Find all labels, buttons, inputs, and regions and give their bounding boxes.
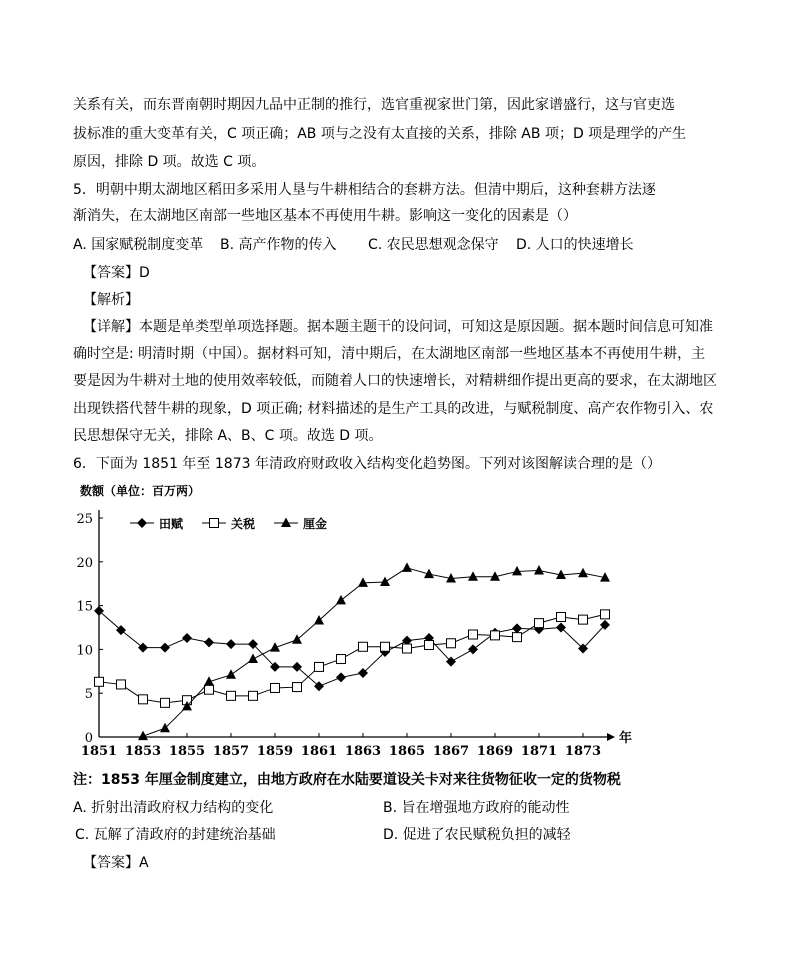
data-point-triangle [534, 565, 544, 575]
data-point-diamond [204, 637, 214, 647]
q6-option-c: C. 瓦解了清政府的封建统治基础 [75, 827, 276, 843]
data-point-triangle [578, 568, 588, 578]
series-line-diamond [99, 611, 605, 686]
series-line-triangle [143, 568, 605, 736]
data-point-square [469, 630, 478, 639]
chart-axes [76, 510, 632, 759]
q5-stem-line-1: 5．明朝中期太湖地区稻田多采用人垦与牛耕相结合的套耕方法。但清中期后，这种套耕方法逐 [73, 182, 656, 198]
intro-line-2: 拔标准的重大变革有关，C 项正确；AB 项与之没有太直接的关系，排除 AB 项；D 项是理学的产生 [73, 126, 687, 142]
data-point-square [205, 685, 214, 694]
q6-option-b: B. 旨在增强地方政府的能动性 [383, 800, 570, 816]
data-point-triangle [380, 576, 390, 586]
data-point-square [381, 642, 390, 651]
data-point-square [579, 615, 588, 624]
q6-option-d: D. 促进了农民赋税负担的减轻 [383, 827, 571, 843]
data-point-square [557, 612, 566, 621]
x-tick-label: 1861 [300, 744, 338, 759]
q5-option-d: D. 人口的快速增长 [516, 237, 634, 253]
q5-option-b: B. 高产作物的传入 [220, 237, 337, 253]
legend-label: 厘金 [303, 517, 328, 531]
data-point-square [491, 631, 500, 640]
x-axis-label: 年 [619, 731, 633, 746]
data-point-diamond [468, 644, 478, 654]
legend-label: 关税 [231, 517, 256, 531]
data-point-triangle [248, 654, 258, 664]
data-point-triangle [402, 562, 412, 572]
y-tick-label: 10 [76, 643, 93, 659]
x-tick-label: 1871 [520, 744, 558, 759]
y-tick-label: 5 [84, 687, 93, 703]
data-point-diamond [138, 643, 148, 653]
data-point-triangle [358, 577, 368, 587]
data-point-square [161, 698, 170, 707]
x-tick-label: 1873 [564, 744, 602, 759]
data-point-triangle [468, 571, 478, 581]
y-tick-label: 0 [84, 731, 93, 746]
data-point-square [337, 655, 346, 664]
chart-ylabel: 数额（单位：百万两） [80, 484, 201, 498]
x-tick-label: 1853 [124, 744, 162, 759]
q5-analysis-label: 【解析】 [83, 292, 139, 308]
chart-legend [130, 516, 327, 531]
data-point-square [249, 691, 258, 700]
x-tick-label: 1857 [212, 744, 250, 759]
revenue-line-chart [70, 478, 633, 768]
legend-marker [281, 518, 291, 528]
data-point-diamond [336, 672, 346, 682]
q5-explanation-3: 要是因为牛耕对土地的使用效率较低，而随着人口的快速增长，对精耕细作提出更高的要求，在太湖地区 [73, 373, 717, 389]
legend-marker [137, 518, 147, 528]
q5-explanation-5: 民思想保守无关，排除 A、B、C 项。故选 D 项。 [73, 428, 383, 444]
q6-note: 注：1853 年厘金制度建立，由地方政府在水陆要道设关卡对来往货物征收一定的货物税 [73, 772, 621, 788]
data-point-square [227, 691, 236, 700]
data-point-square [513, 633, 522, 642]
x-tick-label: 1865 [388, 744, 426, 759]
data-point-diamond [512, 623, 522, 633]
intro-line-3: 原因，排除 D 项。故选 C 项。 [73, 154, 266, 170]
q5-option-c: C. 农民思想观念保守 [368, 237, 499, 253]
data-point-square [403, 644, 412, 653]
y-tick-label: 25 [76, 512, 93, 527]
y-tick-label: 20 [76, 555, 93, 571]
y-tick-label: 15 [76, 599, 93, 615]
x-tick-label: 1859 [256, 744, 294, 759]
x-tick-label: 1867 [432, 744, 470, 759]
data-point-square [95, 677, 104, 686]
q5-stem-line-2: 渐消失，在太湖地区南部一些地区基本不再使用牛耕。影响这一变化的因素是（） [73, 208, 577, 224]
data-point-square [447, 639, 456, 648]
data-point-square [535, 619, 544, 628]
x-tick-label: 1869 [476, 744, 514, 759]
x-tick-label: 1855 [168, 744, 206, 759]
data-point-square [117, 680, 126, 689]
data-point-triangle [314, 615, 324, 625]
data-point-square [293, 683, 302, 692]
x-tick-label: 1851 [80, 744, 118, 759]
data-point-triangle [292, 634, 302, 644]
x-axis-arrow [607, 733, 615, 741]
q5-explanation-2: 确时空是: 明清时期（中国）。据材料可知，清中期后，在太湖地区南部一些地区基本不再使用牛耕，主 [73, 346, 706, 362]
data-point-square [359, 642, 368, 651]
q6-answer: 【答案】A [83, 855, 149, 871]
legend-marker [210, 519, 219, 528]
q6-stem: 6．下面为 1851 年至 1873 年清政府财政收入结构变化趋势图。下列对该图解读合理的是（） [73, 456, 661, 472]
data-point-diamond [182, 633, 192, 643]
data-point-diamond [226, 639, 236, 649]
chart-series [94, 562, 610, 740]
legend-label: 田赋 [159, 517, 184, 531]
data-point-square [601, 610, 610, 619]
x-tick-label: 1863 [344, 744, 382, 759]
series-line-square [99, 614, 605, 702]
q5-answer: 【答案】D [83, 265, 150, 281]
q6-option-a: A. 折射出清政府权力结构的变化 [73, 800, 274, 816]
data-point-square [315, 662, 324, 671]
q5-explanation-4: 出现铁搭代替牛耕的现象，D 项正确; 材料描述的是生产工具的改进，与赋税制度、高产农作物引入、农 [73, 401, 714, 417]
data-point-triangle [336, 595, 346, 605]
data-point-triangle [226, 669, 236, 679]
data-point-square [271, 683, 280, 692]
data-point-diamond [160, 643, 170, 653]
q5-option-a: A. 国家赋税制度变革 [73, 237, 204, 253]
q5-explanation-1: 【详解】本题是单类型单项选择题。据本题主题干的设问词，可知这是原因题。据本题时间信息可知准 [83, 319, 713, 335]
data-point-triangle [512, 566, 522, 576]
intro-line-1: 关系有关，而东晋南朝时期因九品中正制的推行，选官重视家世门第，因此家谱盛行，这与官吏选 [73, 97, 675, 113]
data-point-square [425, 641, 434, 650]
data-point-square [139, 695, 148, 704]
